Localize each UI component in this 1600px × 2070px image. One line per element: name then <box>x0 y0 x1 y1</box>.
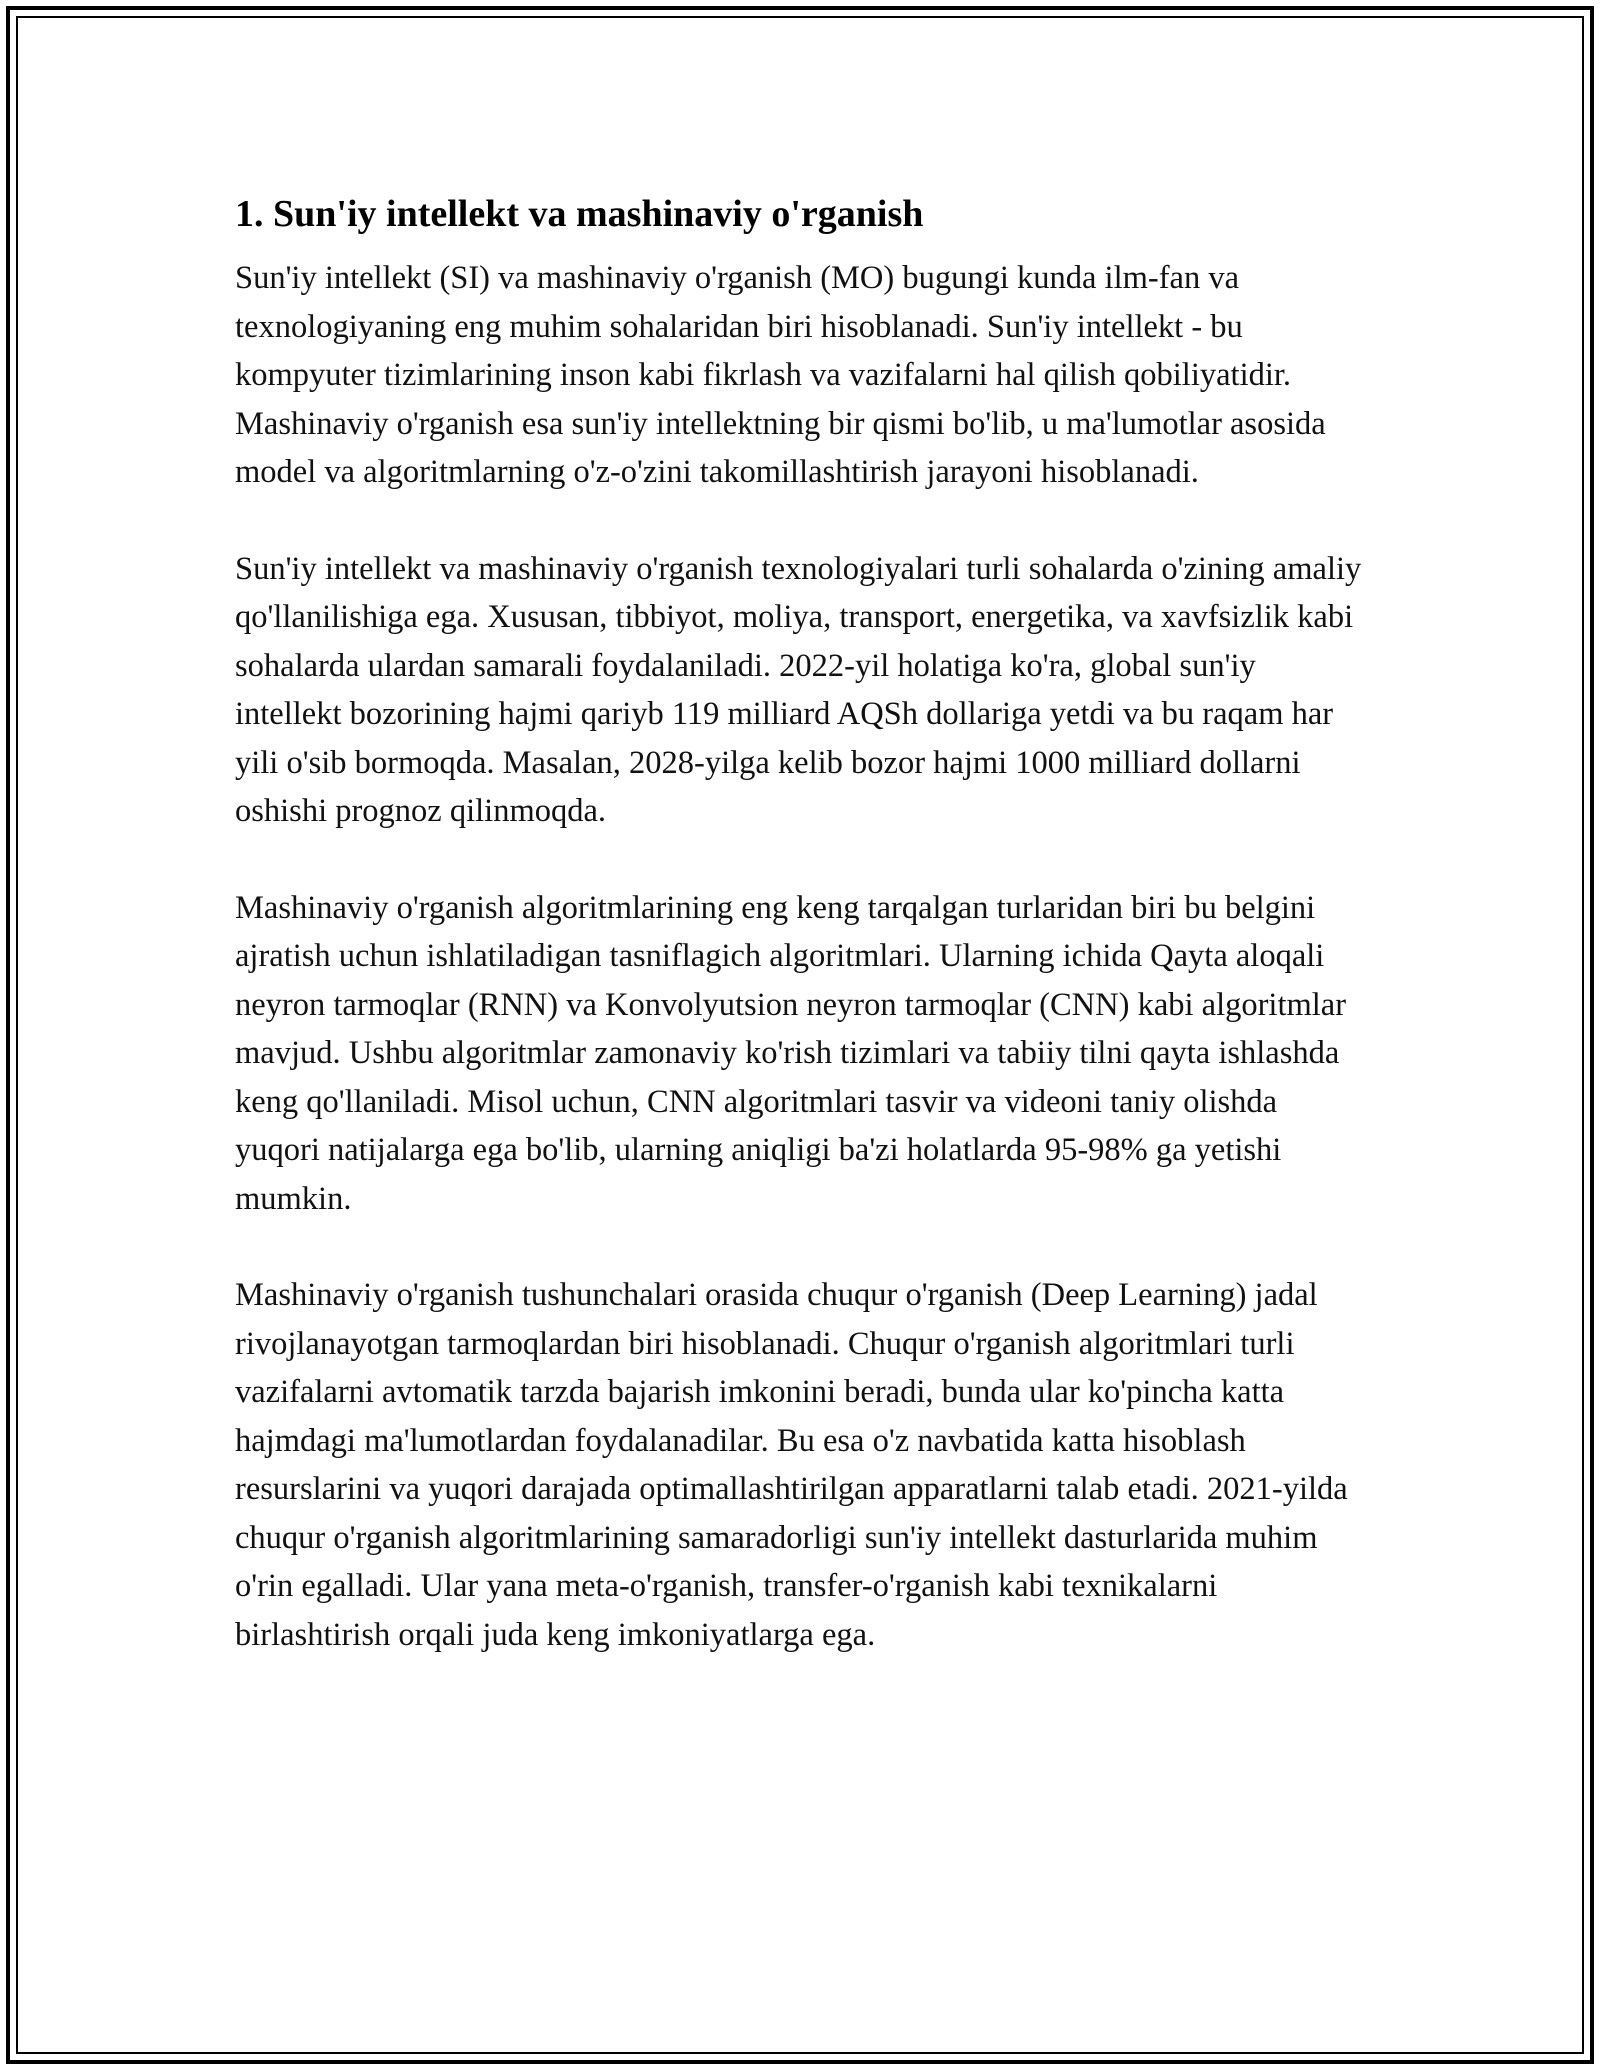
document-body <box>235 186 1365 1707</box>
paragraph-intro: Sun'iy intellekt (SI) va mashinaviy o'rganish (MO) bugungi kunda ilm-fan va texnologiyaning eng muhim sohalaridan biri hisoblanadi. Sun'iy intellekt - bu kompyuter tizimlarining inson kabi fikrlash va vazifalarni hal qilish qobiliyatidir. Mashinaviy o'rganish esa sun'iy intellektning bir qismi bo'lib, u ma'lumotlar asosida model va algoritmlarning o'z-o'zini takomillashtirish jarayoni hisoblanadi. <box>235 260 1326 490</box>
section-heading: 1. Sun'iy intellekt va mashinaviy o'rganish <box>235 193 924 235</box>
paragraph-applications: Sun'iy intellekt va mashinaviy o'rganish texnologiyalari turli sohalarda o'zining amaliy qo'llanilishiga ega. Xususan, tibbiyot, moliya, transport, energetika, va xavfsizlik kabi sohalarda ulardan samarali foydalaniladi. 2022-yil holatiga ko'ra, global sun'iy intellekt bozorining hajmi qariyb 119 milliard AQSh dollariga yetdi va bu raqam har yili o'sib bormoqda. Masalan, 2028-yilga kelib bozor hajmi 1000 milliard dollarni oshishi prognoz qilinmoqda. <box>235 550 1362 829</box>
paragraph-deep-learning: Mashinaviy o'rganish tushunchalari orasida chuqur o'rganish (Deep Learning) jadal rivojlanayotgan tarmoqlardan biri hisoblanadi. Chuqur o'rganish algoritmlari turli vazifalarni avtomatik tarzda bajarish imkonini beradi, bunda ular ko'pincha katta hajmdagi ma'lumotlardan foydalanadilar. Bu esa o'z navbatida katta hisoblash resurslarini va yuqori darajada optimallashtirilgan apparatlarni talab etadi. 2021-yilda chuqur o'rganish algoritmlarining samaradorligi sun'iy intellekt dasturlarida muhim o'rin egalladi. Ular yana meta-o'rganish, transfer-o'rganish kabi texnikalarni birlashtirish orqali juda keng imkoniyatlarga ega. <box>235 1277 1348 1653</box>
paragraph-algorithms: Mashinaviy o'rganish algoritmlarining eng keng tarqalgan turlaridan biri bu belgini ajratish uchun ishlatiladigan tasniflagich algoritmlari. Ularning ichida Qayta aloqali neyron tarmoqlar (RNN) va Konvolyutsion neyron tarmoqlar (CNN) kabi algoritmlar mavjud. Ushbu algoritmlar zamonaviy ko'rish tizimlari va tabiiy tilni qayta ishlashda keng qo'llaniladi. Misol uchun, CNN algoritmlari tasvir va videoni taniy olishda yuqori natijalarga ega bo'lib, ularning aniqligi ba'zi holatlarda 95-98% ga yetishi mumkin. <box>235 889 1347 1217</box>
